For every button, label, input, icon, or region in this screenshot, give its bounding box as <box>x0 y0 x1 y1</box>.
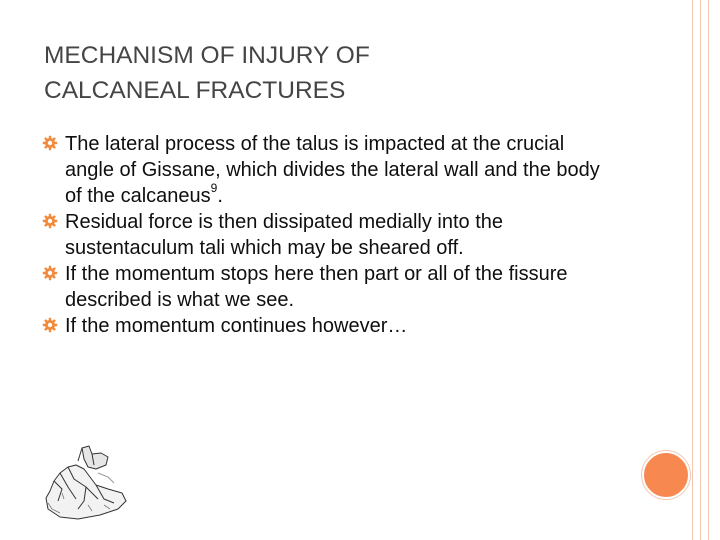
slide-title <box>44 38 604 108</box>
bullet-text: If the momentum continues however… <box>65 315 408 337</box>
frame-line <box>700 0 701 540</box>
bullet-suffix: . <box>217 185 223 207</box>
bullet-item <box>42 313 612 339</box>
gear-icon <box>42 213 58 229</box>
citation-superscript: 9 <box>210 181 218 196</box>
bullet-text: The lateral process of the talus is impacted at the crucial angle of Gissane, which divides the lateral wall and the body of the calcaneus <box>65 133 600 207</box>
gear-icon <box>42 317 58 333</box>
title-line: CALCANEAL FRACTURES <box>44 77 346 104</box>
bullet-list <box>42 131 612 339</box>
calcaneus-fracture-sketch <box>38 443 130 521</box>
bullet-text: Residual force is then dissipated medially into the sustentaculum tali which may be sheared off. <box>65 211 504 259</box>
bullet-item <box>42 131 612 209</box>
gear-icon <box>42 135 58 151</box>
decorative-circle <box>642 451 690 499</box>
gear-icon <box>42 265 58 281</box>
bullet-text: If the momentum stops here then part or all of the fissure described is what we see. <box>65 263 568 311</box>
bullet-item <box>42 209 612 261</box>
frame-line <box>708 0 709 540</box>
frame-line <box>692 0 693 540</box>
title-line: MECHANISM OF INJURY OF <box>44 42 370 69</box>
bullet-item <box>42 261 612 313</box>
